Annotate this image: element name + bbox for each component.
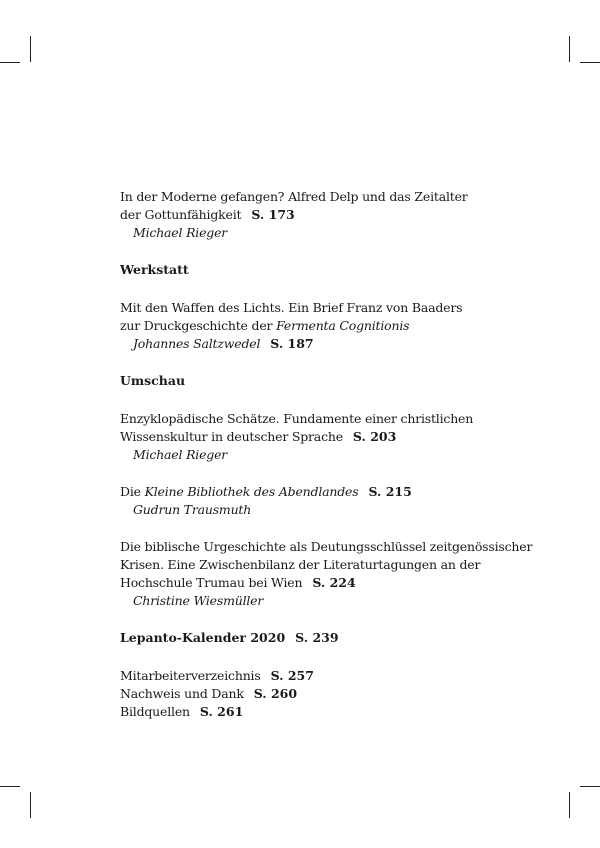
crop-mark-bottom-right-vertical <box>569 792 570 818</box>
crop-mark-bottom-left-horizontal <box>0 786 20 787</box>
entry-title-line: Wissenskultur in deutscher Sprache <box>120 429 343 444</box>
crop-mark-top-right-horizontal <box>580 62 600 63</box>
entry-title-line: Krisen. Eine Zwischenbilanz der Literaturtagungen an der <box>120 557 481 572</box>
entry-author: Christine Wiesmüller <box>133 593 264 608</box>
page-number: S. 173 <box>251 207 295 222</box>
entry-title-line: Mit den Waffen des Lichts. Ein Brief Franz von Baaders <box>120 300 463 315</box>
lepanto-heading-text: Lepanto-Kalender 2020 <box>120 630 286 645</box>
tail-label: Mitarbeiterverzeichnis <box>120 668 261 683</box>
toc-entry-kleine-bibliothek <box>120 483 520 519</box>
toc-entry-baader <box>120 299 520 353</box>
entry-title-italic: Fermenta Cognitionis <box>276 318 410 333</box>
page-number: S. 239 <box>295 630 339 645</box>
section-heading-werkstatt: Werkstatt <box>120 262 189 277</box>
toc-entry-delp <box>120 188 520 242</box>
crop-mark-top-right-vertical <box>569 36 570 62</box>
page-number: S. 224 <box>312 575 356 590</box>
table-of-contents <box>120 188 533 721</box>
crop-mark-top-left-horizontal <box>0 62 20 63</box>
list-item <box>120 667 520 685</box>
section-heading-lepanto <box>120 629 520 647</box>
page-number: S. 260 <box>253 686 298 701</box>
entry-author: Michael Rieger <box>133 447 228 462</box>
crop-mark-bottom-right-horizontal <box>580 786 600 787</box>
crop-mark-bottom-left-vertical <box>30 792 31 818</box>
toc-tail-list <box>120 667 520 721</box>
list-item <box>120 685 520 703</box>
tail-label: Nachweis und Dank <box>120 686 244 701</box>
toc-entry-urgeschichte <box>120 538 533 610</box>
page-number: S. 215 <box>368 484 412 499</box>
entry-title-line: Enzyklopädische Schätze. Fundamente einer christlichen <box>120 411 474 426</box>
entry-title-line: zur Druckgeschichte der <box>120 318 277 333</box>
entry-title-prefix: Die <box>120 484 145 499</box>
entry-title-line: Hochschule Trumau bei Wien <box>120 575 303 590</box>
toc-entry-enzyklopaedie <box>120 410 520 464</box>
page-number: S. 261 <box>199 704 244 719</box>
entry-title-italic: Kleine Bibliothek des Abendlandes <box>144 484 359 499</box>
section-heading-umschau: Umschau <box>120 373 186 388</box>
crop-mark-top-left-vertical <box>30 36 31 62</box>
list-item <box>120 703 520 721</box>
entry-author: Johannes Saltzwedel <box>133 336 261 351</box>
entry-title-line: In der Moderne gefangen? Alfred Delp und das Zeitalter <box>120 189 468 204</box>
entry-author: Michael Rieger <box>133 225 228 240</box>
page-number: S. 257 <box>270 668 314 683</box>
page-number: S. 203 <box>352 429 397 444</box>
entry-title-line: der Gottunfähigkeit <box>120 207 242 222</box>
entry-title-line: Die biblische Urgeschichte als Deutungsschlüssel zeitgenössischer <box>120 539 533 554</box>
tail-label: Bildquellen <box>120 704 190 719</box>
page-number: S. 187 <box>270 336 314 351</box>
entry-author: Gudrun Trausmuth <box>133 502 252 517</box>
